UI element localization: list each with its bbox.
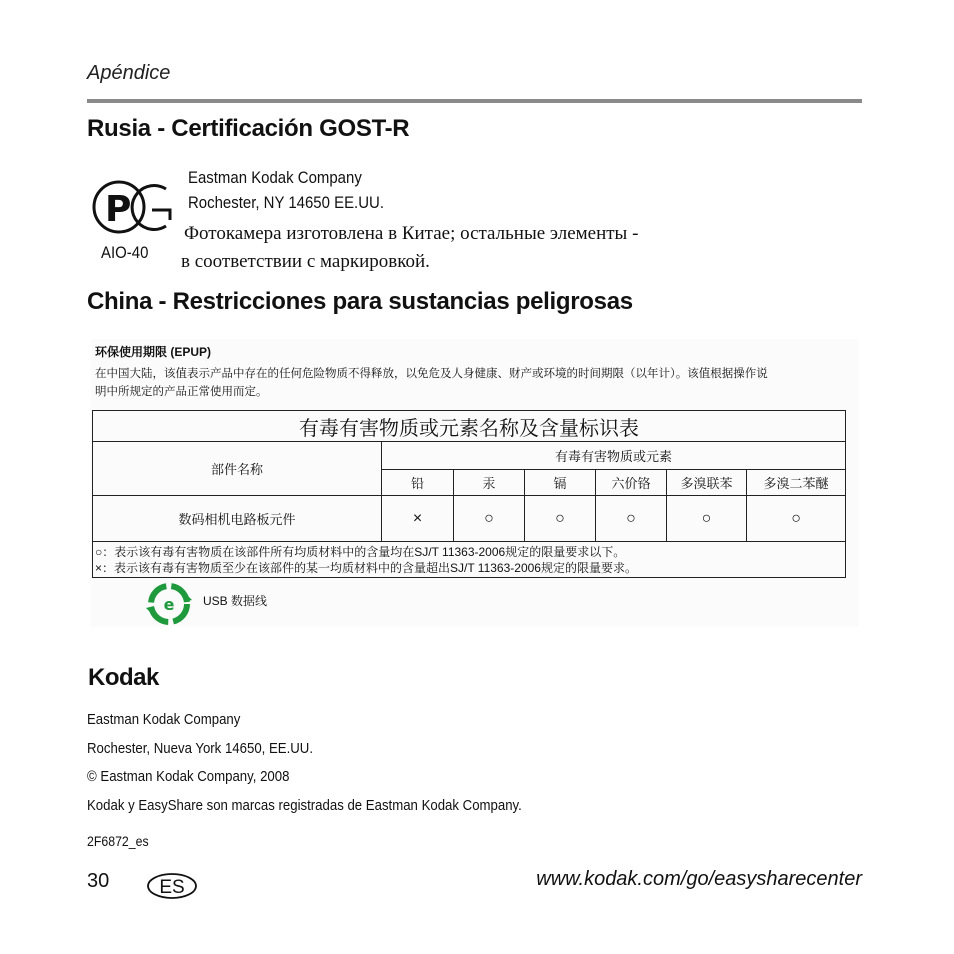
footer-copyright: © Eastman Kodak Company, 2008 xyxy=(87,768,290,785)
china-heading: China - Restricciones para sustancias peligrosas xyxy=(87,288,633,315)
epup-title: 环保使用期限 (EPUP) xyxy=(95,345,212,359)
kodak-logo: Kodak xyxy=(88,664,159,691)
value-cell: ○ xyxy=(525,496,596,542)
substance-header: 有毒有害物质或元素 xyxy=(382,442,846,470)
footer-trademark: Kodak y EasyShare son marcas registradas de Eastman Kodak Company. xyxy=(87,797,522,814)
column-header: 镉 xyxy=(525,470,596,496)
russia-address: Rochester, NY 14650 EE.UU. xyxy=(188,193,384,212)
note-line: ○：表示该有毒有害物质在该部件所有均质材料中的含量均在SJ/T 11363-2006规定的限量要求以下。 xyxy=(95,544,626,559)
note-line: ×：表示该有毒有害物质至少在该部件的某一均质材料中的含量超出SJ/T 11363-2006规定的限量要求。 xyxy=(95,560,637,575)
eco-mark-number: e xyxy=(163,595,175,614)
epup-text-line2: 明中所规定的产品正常使用而定。 xyxy=(95,386,268,398)
table-row xyxy=(93,496,846,542)
column-header: 汞 xyxy=(454,470,525,496)
usb-cable-label: USB 数据线 xyxy=(203,594,268,608)
russian-text-line2: в соответствии с маркировкой. xyxy=(181,251,430,272)
column-header: 多溴二苯醚 xyxy=(747,470,846,496)
header-rule xyxy=(87,99,862,103)
language-badge: ES xyxy=(159,877,185,898)
page-number: 30 xyxy=(87,870,110,892)
value-cell: ○ xyxy=(454,496,525,542)
doc-code: 2F6872_es xyxy=(87,833,149,849)
column-header: 铅 xyxy=(382,470,454,496)
gost-r-mark-icon xyxy=(92,176,172,240)
value-cell: ○ xyxy=(596,496,667,542)
footer-company: Eastman Kodak Company xyxy=(87,711,241,728)
svg-text:P: P xyxy=(105,189,132,230)
column-header: 六价铬 xyxy=(596,470,667,496)
russia-company: Eastman Kodak Company xyxy=(188,168,362,187)
hazardous-substance-table xyxy=(92,410,846,578)
section-label: Apéndice xyxy=(87,62,171,84)
table-title: 有毒有害物质或元素名称及含量标识表 xyxy=(93,411,846,442)
language-badge-icon xyxy=(146,872,198,900)
value-cell: ○ xyxy=(747,496,846,542)
russia-heading: Rusia - Certificación GOST-R xyxy=(87,115,410,142)
footer-address: Rochester, Nueva York 14650, EE.UU. xyxy=(87,740,314,757)
table-notes xyxy=(93,542,846,578)
column-header: 多溴联苯 xyxy=(667,470,747,496)
gost-code: AIO-40 xyxy=(101,243,149,262)
value-cell: × xyxy=(382,496,454,542)
eco-recycle-icon xyxy=(144,583,194,625)
value-cell: ○ xyxy=(667,496,747,542)
epup-text-line1: 在中国大陆，该值表示产品中存在的任何危险物质不得释放，以免危及人身健康、财产或环境的时间期限（以年计）。该值根据操作说 xyxy=(95,368,768,380)
support-url[interactable]: www.kodak.com/go/easysharecenter xyxy=(536,868,862,890)
part-name-cell: 数码相机电路板元件 xyxy=(93,496,382,542)
russian-text-line1: Фотокамера изготовлена в Китае; остальные элементы - xyxy=(184,223,639,244)
part-name-header: 部件名称 xyxy=(93,442,382,496)
